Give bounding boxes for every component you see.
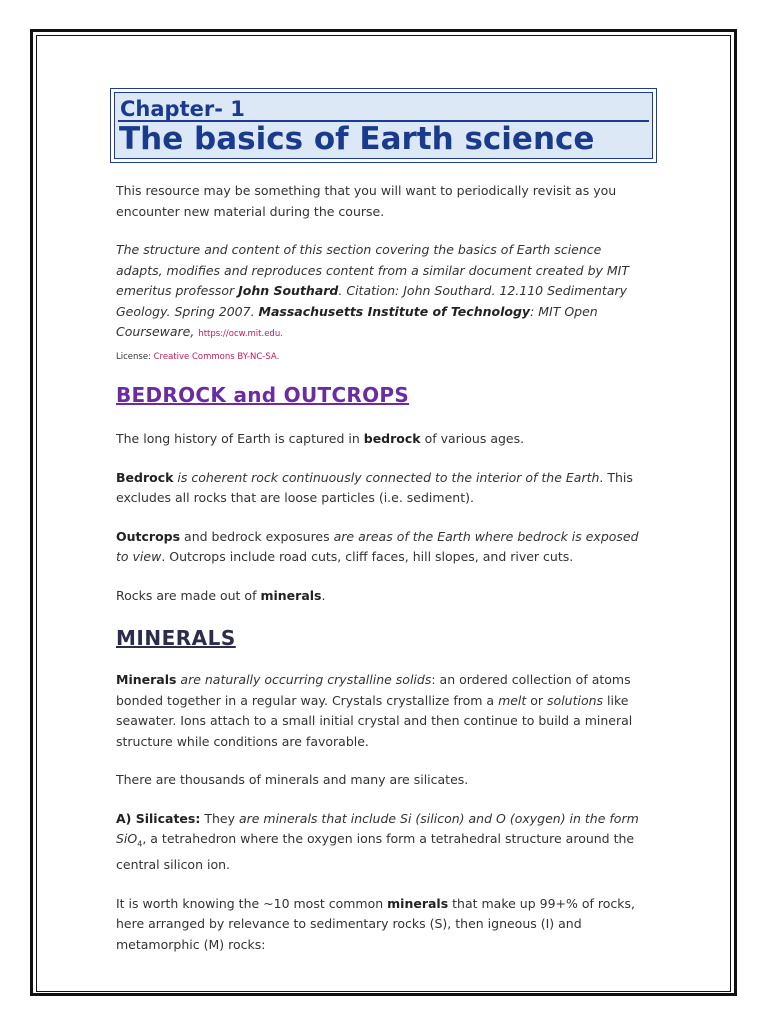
section-heading-bedrock: BEDROCK and OUTCROPS bbox=[116, 383, 410, 407]
text: or bbox=[526, 692, 548, 708]
chapter-label: Chapter- 1 bbox=[120, 97, 245, 121]
attribution-text-a: The structure and content of this section covering the basics of Earth science adapts, modifies and reproduces content from a similar document created by MIT emeritus professor bbox=[116, 242, 629, 298]
chapter-title-box-inner bbox=[114, 92, 653, 159]
attribution-text-b: . Citation: John Southard. 12.110 Sedimentary Geology. Spring 2007. bbox=[116, 283, 628, 319]
minerals-paragraph-2 bbox=[116, 770, 651, 791]
text: that make up 99+% of rocks, here arranged by relevance to sedimentary rocks (S), then igneous (I) and metamorphic (M) rocks: bbox=[116, 895, 635, 952]
document-body bbox=[116, 181, 651, 973]
text: They bbox=[200, 810, 239, 826]
term-silicates: A) Silicates: bbox=[116, 810, 201, 826]
attribution-author: John Southard bbox=[238, 283, 339, 298]
intro-text: This resource may be something that you will want to periodically revisit as you encounter new material during the course. bbox=[116, 183, 617, 219]
term-minerals: minerals bbox=[260, 587, 322, 603]
text: Rocks are made out of bbox=[116, 587, 261, 603]
text: of various ages. bbox=[420, 431, 525, 446]
text: like seawater. Ions attach to a small initial crystal and then continue to build a mineral structure while conditions are favorable. bbox=[116, 692, 633, 749]
attribution-paragraph bbox=[116, 240, 651, 345]
term-solutions: solutions bbox=[547, 692, 604, 708]
subscript: 4 bbox=[137, 839, 143, 849]
term-outcrops: Outcrops bbox=[116, 528, 181, 544]
term-melt: melt bbox=[498, 692, 527, 708]
term-bedrock: Bedrock bbox=[116, 469, 174, 485]
license-label: License: bbox=[116, 351, 154, 362]
definition: are naturally occurring crystalline solids bbox=[176, 672, 432, 687]
license-link[interactable]: Creative Commons BY-NC-SA. bbox=[153, 351, 280, 362]
text: The long history of Earth is captured in bbox=[116, 431, 364, 446]
intro-paragraph bbox=[116, 181, 651, 222]
attribution-text-c: : MIT Open Courseware, bbox=[116, 303, 598, 339]
text: It is worth knowing the ~10 most common bbox=[116, 895, 388, 911]
text: : an ordered collection of atoms bonded together in a regular way. Crystals crystallize from a bbox=[116, 672, 631, 708]
minerals-paragraph-4 bbox=[116, 894, 651, 956]
attribution-institution: Massachusetts Institute of Technology bbox=[258, 303, 531, 319]
text: and bedrock exposures bbox=[180, 528, 334, 544]
ocw-link[interactable]: https://ocw.mit.edu. bbox=[198, 329, 283, 339]
text: . bbox=[321, 587, 326, 603]
bedrock-paragraph-2 bbox=[116, 468, 651, 509]
definition: are minerals that include Si (silicon) and O (oxygen) in the form SiO bbox=[116, 810, 639, 846]
page-title: The basics of Earth science bbox=[119, 121, 595, 157]
minerals-paragraph-1 bbox=[116, 670, 651, 752]
text: . Outcrops include road cuts, cliff faces, hill slopes, and river cuts. bbox=[161, 549, 574, 564]
text: There are thousands of minerals and many are silicates. bbox=[116, 772, 469, 787]
minerals-paragraph-3 bbox=[116, 809, 651, 876]
text: . This excludes all rocks that are loose particles (i.e. sediment). bbox=[116, 469, 633, 505]
term-bedrock: bedrock bbox=[363, 431, 421, 446]
term-minerals: Minerals bbox=[116, 672, 177, 687]
license-line bbox=[116, 347, 651, 368]
definition: is coherent rock continuously connected to the interior of the Earth bbox=[173, 469, 600, 485]
chapter-title-box bbox=[110, 88, 657, 163]
bedrock-paragraph-4 bbox=[116, 586, 651, 607]
bedrock-paragraph-1 bbox=[116, 429, 651, 450]
text: , a tetrahedron where the oxygen ions form a tetrahedral structure around the central silicon ion. bbox=[116, 831, 635, 872]
term-minerals: minerals bbox=[387, 895, 449, 911]
section-heading-minerals: MINERALS bbox=[116, 626, 236, 650]
definition: are areas of the Earth where bedrock is exposed to view bbox=[116, 528, 639, 564]
bedrock-paragraph-3 bbox=[116, 527, 651, 568]
